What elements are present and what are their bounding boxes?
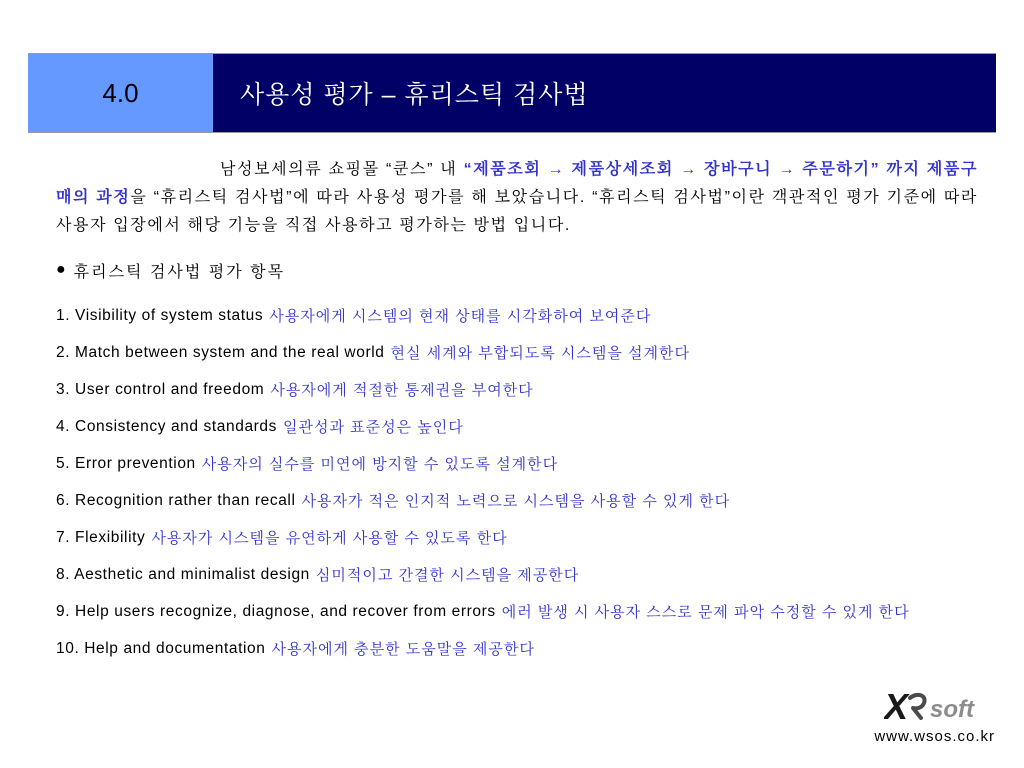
list-item bbox=[56, 408, 996, 445]
criterion-name: 2. Match between system and the real world bbox=[56, 343, 385, 361]
criterion-description: 에러 발생 시 사용자 스스로 문제 파악 수정할 수 있게 한다 bbox=[501, 604, 910, 621]
list-item bbox=[56, 556, 996, 593]
criterion-description: 사용자에게 적절한 통제권을 부여한다 bbox=[270, 382, 534, 399]
website-url: www.wsos.co.kr bbox=[874, 728, 995, 745]
criterion-name: 1. Visibility of system status bbox=[56, 306, 264, 324]
criterion-name: 10. Help and documentation bbox=[56, 639, 266, 657]
criterion-description: 일관성과 표준성은 높인다 bbox=[283, 419, 464, 436]
criterion-name: 8. Aesthetic and minimalist design bbox=[56, 565, 310, 583]
list-item bbox=[56, 482, 996, 519]
intro-paragraph bbox=[56, 156, 978, 240]
slide-title: 사용성 평가 – 휴리스틱 검사법 bbox=[213, 54, 996, 132]
list-item bbox=[56, 630, 996, 667]
list-item bbox=[56, 593, 996, 630]
criterion-name: 7. Flexibility bbox=[56, 528, 146, 546]
company-logo bbox=[884, 686, 994, 724]
list-item bbox=[56, 519, 996, 556]
list-item bbox=[56, 297, 996, 334]
heuristics-list bbox=[56, 297, 996, 667]
list-item bbox=[56, 371, 996, 408]
logo-swoosh bbox=[910, 695, 925, 718]
section-number: 4.0 bbox=[28, 54, 213, 132]
criterion-name: 3. User control and freedom bbox=[56, 380, 265, 398]
bullet-icon: ● bbox=[56, 261, 66, 278]
intro-highlight-text: “제품조회 → 제품상세조회 → 장바구니 → 주문하기” 까지 제품구매의 과정 bbox=[56, 161, 978, 206]
criterion-description: 사용자에게 충분한 도움말을 제공한다 bbox=[271, 641, 535, 658]
intro-rest-text: 을 “휴리스틱 검사법”에 따라 사용성 평가를 해 보았습니다. “휴리스틱 검사법”이란 객관적인 평가 기준에 따라 사용자 입장에서 해당 기능을 직접 사용하고 평가하는 방법 입니다. bbox=[56, 189, 978, 234]
criterion-description: 현실 세계와 부합되도록 시스템을 설계한다 bbox=[390, 345, 690, 362]
criterion-name: 5. Error prevention bbox=[56, 454, 196, 472]
criterion-description: 심미적이고 간결한 시스템을 제공한다 bbox=[315, 567, 580, 584]
list-item bbox=[56, 334, 996, 371]
criteria-heading-text: 휴리스틱 검사법 평가 항목 bbox=[73, 263, 286, 281]
criterion-description: 사용자가 적은 인지적 노력으로 시스템을 사용할 수 있게 한다 bbox=[301, 493, 731, 510]
criterion-name: 6. Recognition rather than recall bbox=[56, 491, 296, 509]
criterion-description: 사용자의 실수를 미연에 방지할 수 있도록 설계한다 bbox=[201, 456, 559, 473]
criterion-name: 4. Consistency and standards bbox=[56, 417, 278, 435]
intro-lead-text: 남성보세의류 쇼핑몰 “쿤스” 내 bbox=[220, 161, 464, 178]
criteria-heading bbox=[56, 256, 285, 284]
slide-header bbox=[28, 53, 996, 133]
logo-mark: X bbox=[884, 686, 909, 724]
criterion-description: 사용자에게 시스템의 현재 상태를 시각화하여 보여준다 bbox=[269, 308, 652, 325]
logo-wordmark: soft bbox=[930, 696, 974, 723]
list-item bbox=[56, 445, 996, 482]
criterion-description: 사용자가 시스템을 유연하게 사용할 수 있도록 한다 bbox=[151, 530, 508, 547]
criterion-name: 9. Help users recognize, diagnose, and recover from errors bbox=[56, 602, 496, 620]
